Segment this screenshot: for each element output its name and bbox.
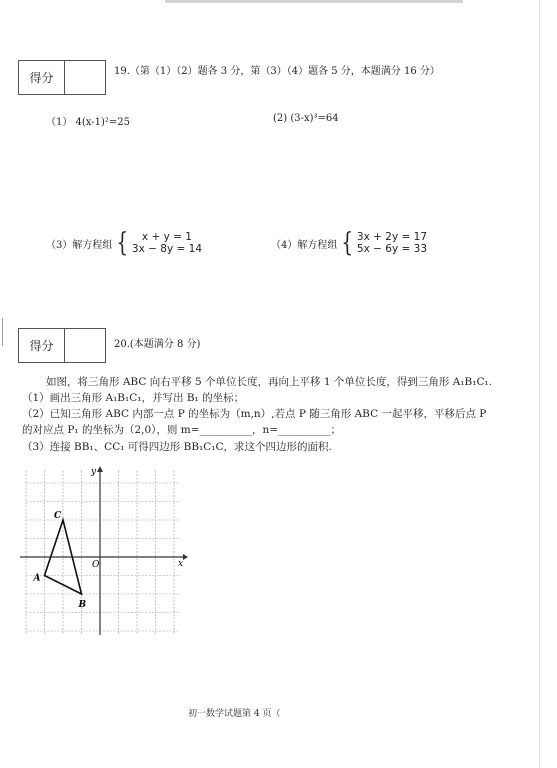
page-left-mark <box>2 318 3 346</box>
q19-part1: （1） 4(x-1)²=25 <box>46 117 131 128</box>
y-axis-arrow-icon <box>97 466 103 472</box>
point-b-label: B <box>78 600 87 610</box>
q19-part4-prefix: （4）解方程组 <box>271 239 338 251</box>
q20-score-label: 得分 <box>19 329 65 362</box>
point-c-label: C <box>54 511 62 521</box>
q20-line3: （2）已知三角形 ABC 内部一点 P 的坐标为（m,n）,若点 P 随三角形 ABC 一起平移，平移后点 P <box>22 408 487 420</box>
axes <box>20 466 188 635</box>
q20-line5: （3）连接 BB₁、CC₁ 可得四边形 BB₁C₁C，求这个四边形的面积. <box>22 441 332 453</box>
q20-score-box <box>18 328 106 363</box>
q19-score-label: 得分 <box>19 61 65 94</box>
q19-score-box <box>18 60 106 95</box>
x-axis-arrow-icon <box>183 554 188 560</box>
left-brace-icon: { <box>116 228 129 258</box>
q19-part3-prefix: （3）解方程组 <box>46 239 113 251</box>
page-right-edge <box>539 0 540 768</box>
q20-line1: 如图，将三角形 ABC 向右平移 5 个单位长度，再向上平移 1 个单位长度，得到三角形 A₁B₁C₁. <box>46 376 493 388</box>
q19-part4-eq2: 5x − 6y = 33 <box>356 243 428 255</box>
q20-header: 20.(本题满分 8 分) <box>114 339 201 350</box>
q20-score-blank <box>65 329 105 362</box>
coordinate-grid-figure <box>20 465 190 640</box>
x-axis-label: x <box>178 559 184 569</box>
point-a-label: A <box>33 573 41 584</box>
page-footer: 初一数学试题第 4 页（ <box>188 709 281 719</box>
q19-header: 19.（第（1）（2）题各 3 分，第（3）（4）题各 5 分，本题满分 16 分） <box>114 66 440 77</box>
q19-score-blank <box>65 61 105 94</box>
q19-part2: (2) (3-x)³=64 <box>273 113 339 124</box>
y-axis-label: y <box>91 467 97 477</box>
page-top-edge <box>165 0 463 3</box>
q19-part3 <box>46 230 202 256</box>
q19-part4 <box>271 230 427 256</box>
q20-line2: （1）画出三角形 A₁B₁C₁，并写出 B₁ 的坐标； <box>22 392 245 404</box>
q19-part3-eq2: 3x − 8y = 14 <box>131 243 203 255</box>
left-brace-icon: { <box>341 228 354 258</box>
grid-lines <box>26 465 180 635</box>
origin-label: O <box>92 560 100 570</box>
q19-part4-eq1: 3x + 2y = 17 <box>356 231 428 243</box>
q20-line4: 的对应点 P₁ 的坐标为（2,0），则 m=__________，n=__________； <box>22 424 342 436</box>
q19-part3-eq1: x + y = 1 <box>141 231 192 243</box>
